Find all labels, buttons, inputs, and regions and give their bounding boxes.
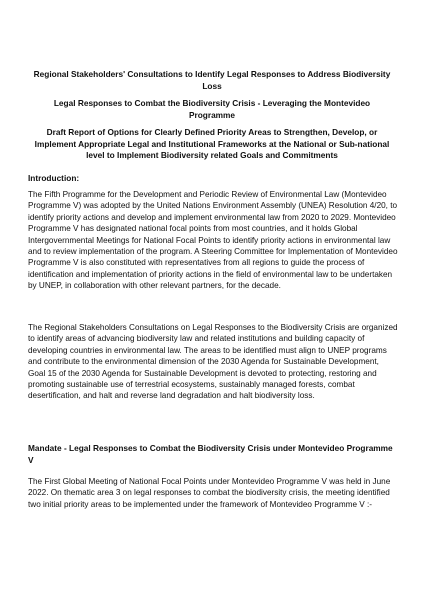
- introduction-heading: Introduction:: [28, 173, 80, 183]
- mandate-paragraph: The First Global Meeting of National Focal Points under Montevideo Programme V was held in June 2022. On thematic area 3 on legal responses to combat the biodiversity crisis, the meeting identified two initial priority areas to be implemented under the framework of Montevideo Programme V :-: [28, 477, 391, 509]
- document-title: Regional Stakeholders' Consultations to Identify Legal Responses to Address Biodiversity Loss: [33, 69, 391, 91]
- document-subtitle: Legal Responses to Combat the Biodiversity Crisis - Leveraging the Montevideo Programme: [53, 98, 371, 120]
- intro-paragraph-1: The Fifth Programme for the Development and Periodic Review of Environmental Law (Montevideo Programme V) was adopted by the United Nations Environment Assembly (UNEA) Resolution 4/20, to identify priority actions and develop and implement environmental law from 2020 to 2029. Montevideo Programme V has designated national focal points from most countries, and it holds Global Intergovernmental Meetings for National Focal Points to identify priority actions in environmental law and to review implementation of the program. A Steering Committee for Implementation of Montevideo Programme V is also constituted with representatives from all regions to guide the process of identification and implementation of priority actions in the field of environmental law to be undertaken by UNEP, in collaboration with other relevant partners, for the decade.: [28, 190, 398, 291]
- draft-report-heading: Draft Report of Options for Clearly Defined Priority Areas to Strengthen, Develop, or Implement Appropriate Legal and Institutional Frameworks at the National or Sub-national level to Implement Biodiversity related Goals and Commitments: [34, 127, 390, 160]
- intro-paragraph-2: The Regional Stakeholders Consultations on Legal Responses to the Biodiversity Crisis are organized to identify areas of advancing biodiversity law and related institutions and building capacity of developing countries in environmental law. The areas to be identified must align to UNEP programs and contribute to the environmental dimension of the 2030 Agenda for Sustainable Development, Goal 15 of the 2030 Agenda for Sustainable Development is devoted to protecting, restoring and promoting sustainable use of terrestrial ecosystems, sustainably managed forests, combat desertification, and halt and reverse land degradation and halt biodiversity loss.: [28, 323, 398, 401]
- mandate-heading: Mandate - Legal Responses to Combat the Biodiversity Crisis under Montevideo Programme V: [28, 443, 393, 465]
